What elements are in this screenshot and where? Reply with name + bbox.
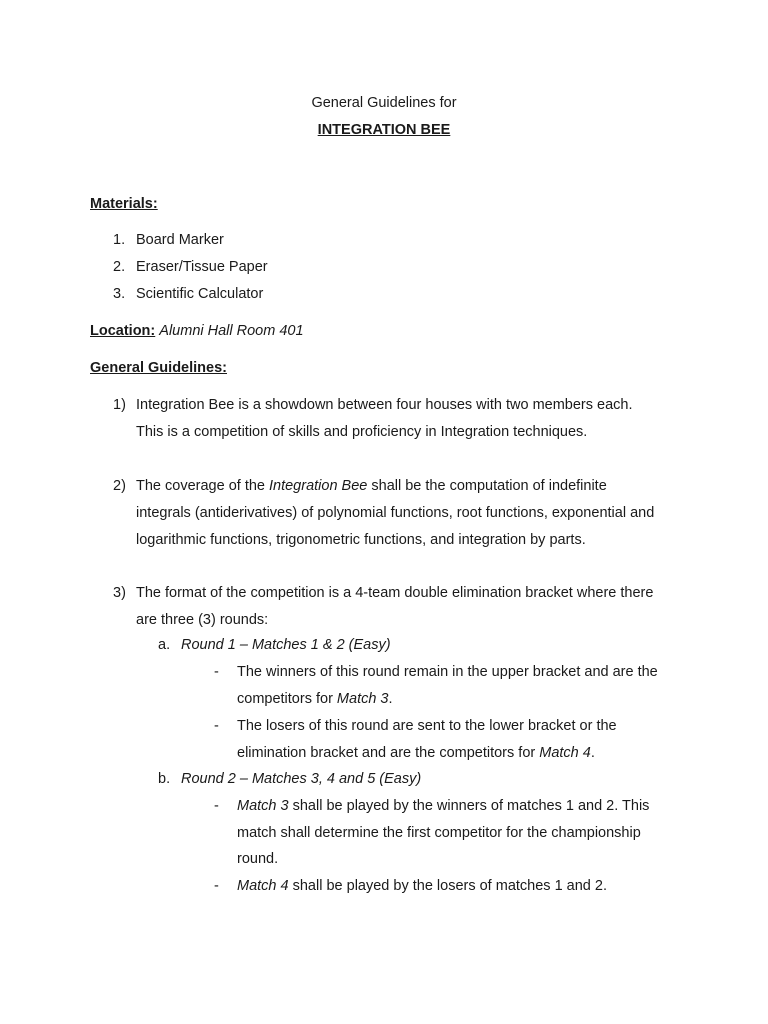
location-line [90, 322, 304, 340]
guideline-text: are three (3) rounds: [136, 612, 269, 628]
guideline-text: integrals (antiderivatives) of polynomial functions, root functions, exponential and [136, 505, 655, 521]
text-run: shall be the computation of indefinite [367, 478, 607, 494]
bullet-text: The winners of this round remain in the upper bracket and are the [237, 664, 658, 680]
materials-item-text: Scientific Calculator [136, 286, 264, 302]
bullet-text: match shall determine the first competitor for the championship [237, 825, 641, 841]
materials-item-text: Board Marker [136, 232, 224, 248]
text-run-italic: Match 3 [237, 798, 289, 814]
bullet-dash: - [214, 664, 219, 680]
document-subtitle: General Guidelines for [311, 95, 457, 111]
materials-item-text: Eraser/Tissue Paper [136, 259, 268, 275]
bullet-text [237, 744, 595, 762]
guideline-text: Integration Bee is a showdown between four houses with two members each. [136, 397, 633, 413]
text-run: The coverage of the [136, 478, 269, 494]
text-run: . [590, 745, 595, 761]
text-run: shall be played by the winners of matches 1 and 2. This [288, 798, 650, 814]
bullet-text: round. [237, 851, 279, 867]
guidelines-heading: General Guidelines: [90, 360, 227, 376]
text-run-italic: Integration Bee [269, 478, 368, 494]
materials-item-num: 2. [113, 259, 126, 275]
bullet-text [237, 877, 607, 895]
round-title: Round 1 – Matches 1 & 2 (Easy) [181, 637, 391, 653]
text-run: competitors for [237, 691, 337, 707]
guideline-text: The format of the competition is a 4-team double elimination bracket where there [136, 585, 654, 601]
location-value: Alumni Hall Room 401 [159, 323, 304, 339]
materials-item-num: 3. [113, 286, 126, 302]
document-title: INTEGRATION BEE [317, 122, 451, 138]
text-run: shall be played by the losers of matches 1 and 2. [288, 878, 607, 894]
guideline-num: 1) [113, 397, 126, 413]
guideline-num: 3) [113, 585, 126, 601]
bullet-dash: - [214, 798, 219, 814]
guideline-text: logarithmic functions, trigonometric functions, and integration by parts. [136, 532, 586, 548]
materials-item-num: 1. [113, 232, 126, 248]
guideline-text: This is a competition of skills and proficiency in Integration techniques. [136, 424, 588, 440]
text-run-italic: Match 4 [539, 745, 591, 761]
bullet-text [237, 690, 393, 708]
text-run: elimination bracket and are the competitors for [237, 745, 540, 761]
round-title: Round 2 – Matches 3, 4 and 5 (Easy) [181, 771, 422, 787]
text-run-italic: Match 4 [237, 878, 289, 894]
location-label: Location: [90, 323, 156, 339]
guideline-num: 2) [113, 478, 126, 494]
bullet-dash: - [214, 718, 219, 734]
materials-heading: Materials: [90, 196, 158, 212]
guideline-text [136, 477, 607, 495]
text-run: . [388, 691, 393, 707]
sublist-letter: b. [158, 771, 171, 787]
sublist-letter: a. [158, 637, 171, 653]
bullet-text [237, 797, 649, 815]
text-run-italic: Match 3 [336, 691, 389, 707]
bullet-text: The losers of this round are sent to the lower bracket or the [237, 718, 617, 734]
bullet-dash: - [214, 878, 219, 894]
